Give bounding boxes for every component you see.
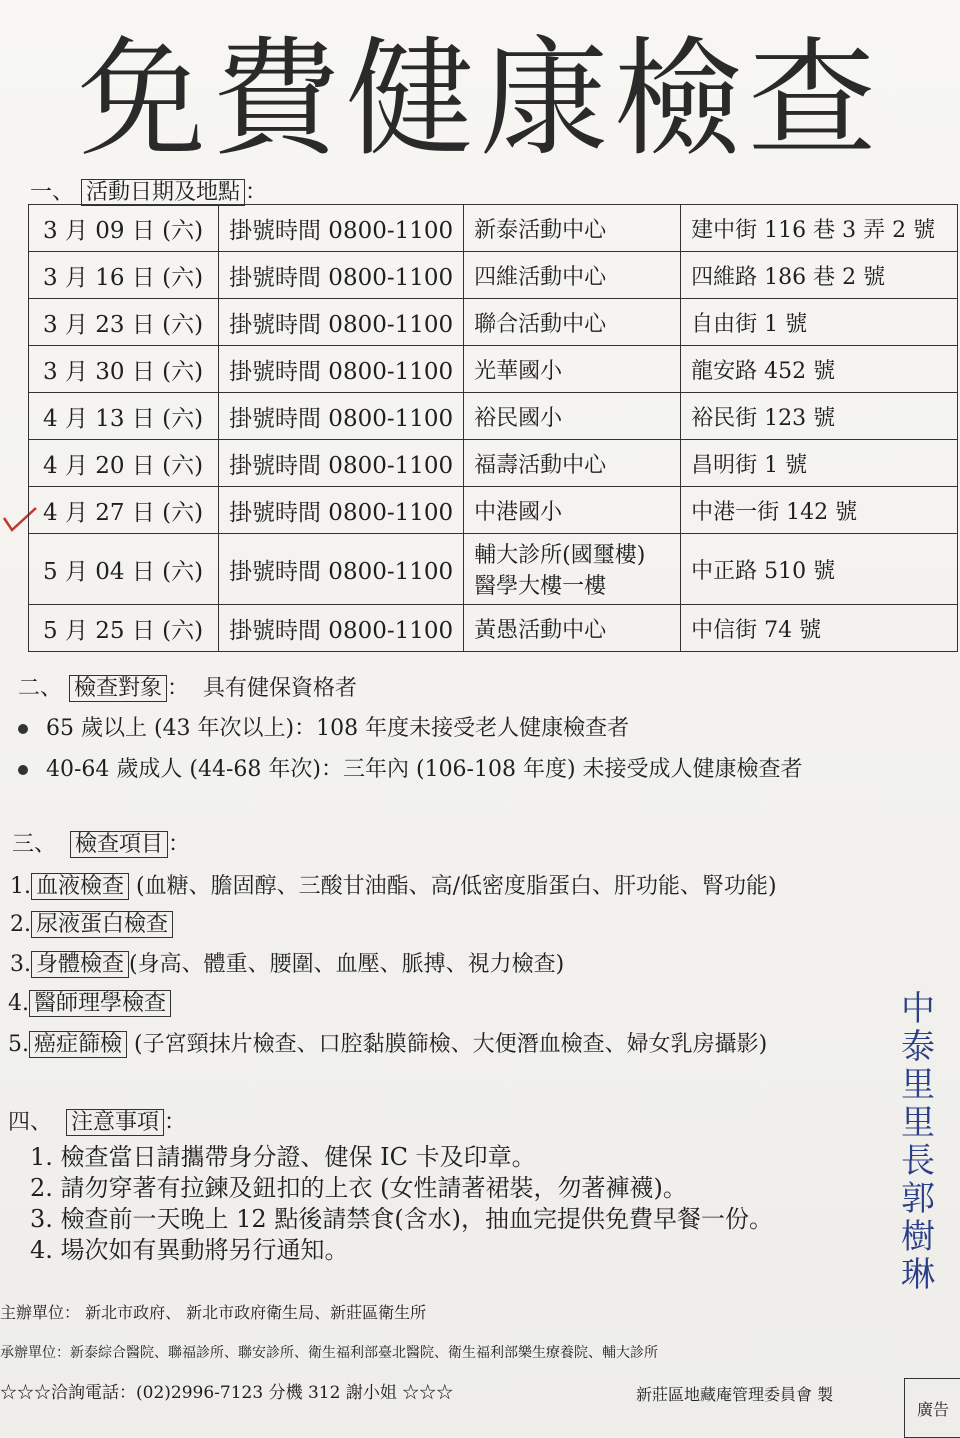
signature-char: 郭 [901,1179,935,1219]
schedule-address: 四維路 186 巷 2 號 [681,252,958,299]
section-label: 檢查項目 [70,831,168,858]
schedule-row [29,534,958,605]
item-detail: (血糖、膽固醇、三酸甘油酯、高/低密度脂蛋白、肝功能、腎功能) [129,874,777,899]
schedule-time: 掛號時間 0800-1100 [219,534,464,605]
schedule-date: 5 月 04 日 (六) [29,534,219,605]
schedule-row [29,299,958,346]
schedule-address: 中正路 510 號 [681,534,958,605]
place-line: 聯合活動中心 [474,311,607,337]
schedule-address: 龍安路 452 號 [681,346,958,393]
exam-item [10,910,173,940]
signature-char: 里 [901,1103,935,1143]
exam-item [10,950,564,980]
item-name: 血液檢查 [31,873,129,900]
schedule-place [464,393,681,440]
schedule-address: 裕民街 123 號 [681,393,958,440]
bullet-icon [18,724,28,734]
section-label: 活動日期及地點 [81,179,245,206]
schedule-place [464,534,681,605]
section-number: 四、 [8,1110,53,1135]
schedule-place [464,299,681,346]
note-item: 2. 請勿穿著有拉鍊及鈕扣的上衣 (女性請著裙裝，勿著褲襪)。 [30,1174,687,1202]
ad-label: 廣告 [904,1378,960,1438]
schedule-place [464,487,681,534]
section-number: 三、 [12,832,57,857]
item-name: 癌症篩檢 [29,1031,127,1058]
signature-char: 樹 [901,1217,935,1257]
schedule-table [28,204,958,652]
place-line: 輔大診所(國璽樓) [474,543,646,568]
bullet-text: 40-64 歲成人 (44-68 年次)：三年內 (106-108 年度) 未接受成人健康檢查者 [46,757,803,782]
section-label: 注意事項 [66,1109,164,1136]
schedule-row [29,393,958,440]
schedule-date: 3 月 30 日 (六) [29,346,219,393]
schedule-place [464,252,681,299]
signature-char: 泰 [901,1027,935,1067]
target-description: 具有健保資格者 [203,676,358,701]
item-name: 尿液蛋白檢查 [31,911,173,938]
item-detail: (子宮頸抹片檢查、口腔黏膜篩檢、大便潛血檢查、婦女乳房攝影) [127,1032,768,1057]
schedule-place [464,205,681,252]
schedule-address: 昌明街 1 號 [681,440,958,487]
schedule-row [29,346,958,393]
item-number: 4. [8,991,29,1016]
section-number: 一、 [30,180,75,205]
place-line: 福壽活動中心 [474,452,607,478]
section-colon: ： [167,676,190,701]
handwritten-signature [898,990,938,1294]
exam-item [8,1030,767,1060]
schedule-date: 3 月 16 日 (六) [29,252,219,299]
bullet-icon [18,765,28,775]
schedule-address: 建中街 116 巷 3 弄 2 號 [681,205,958,252]
place-line: 光華國小 [474,358,563,384]
schedule-address: 中信街 74 號 [681,605,958,652]
schedule-date: 5 月 25 日 (六) [29,605,219,652]
item-name: 身體檢查 [31,951,129,978]
item-detail: (身高、體重、腰圍、血壓、脈搏、視力檢查) [129,952,565,977]
schedule-address: 中港一街 142 號 [681,487,958,534]
schedule-time: 掛號時間 0800-1100 [219,346,464,393]
place-line: 四維活動中心 [474,264,607,290]
schedule-address: 自由街 1 號 [681,299,958,346]
schedule-time: 掛號時間 0800-1100 [219,393,464,440]
section-notes-heading [8,1108,186,1138]
schedule-row [29,440,958,487]
schedule-date: 4 月 27 日 (六) [29,487,219,534]
schedule-place [464,605,681,652]
item-number: 2. [10,912,31,937]
place-line: 醫學大樓一樓 [474,574,607,599]
bullet-text: 65 歲以上 (43 年次以上)：108 年度未接受老人健康檢查者 [46,716,630,741]
section-label: 檢查對象 [69,675,167,702]
bullet-item [18,714,629,744]
page-title: 免費健康檢查 [77,25,882,174]
item-name: 醫師理學檢查 [29,990,171,1017]
schedule-time: 掛號時間 0800-1100 [219,440,464,487]
section-colon: ： [168,832,191,857]
schedule-time: 掛號時間 0800-1100 [219,299,464,346]
note-item: 1. 檢查當日請攜帶身分證、健保 IC 卡及印章。 [30,1143,536,1171]
place-line: 中港國小 [474,499,563,525]
item-number: 5. [8,1032,29,1057]
note-item: 4. 場次如有異動將另行通知。 [30,1236,349,1264]
schedule-row [29,252,958,299]
signature-char: 里 [901,1065,935,1105]
signature-char: 琳 [901,1255,935,1295]
section-colon: ： [164,1110,187,1135]
note-item: 3. 檢查前一天晚上 12 點後請禁食(含水)，抽血完提供免費早餐一份。 [30,1205,774,1233]
schedule-row [29,605,958,652]
section-items-heading [12,830,190,860]
schedule-row [29,487,958,534]
maker-line: 新莊區地藏庵管理委員會 製 [636,1385,834,1404]
schedule-date: 3 月 09 日 (六) [29,205,219,252]
exam-item [10,872,777,902]
item-number: 3. [10,952,31,977]
schedule-time: 掛號時間 0800-1100 [219,205,464,252]
item-number: 1. [10,874,31,899]
schedule-time: 掛號時間 0800-1100 [219,487,464,534]
section-target-heading [18,674,357,704]
schedule-row [29,205,958,252]
bullet-item [18,755,803,785]
co-organizer-line: 承辦單位：新泰綜合醫院、聯福診所、聯安診所、衛生福利部臺北醫院、衛生福利部樂生療養院、輔大診所 [0,1345,658,1361]
organizer-line: 主辦單位： 新北市政府、 新北市政府衛生局、新莊區衛生所 [0,1303,427,1322]
schedule-place [464,346,681,393]
exam-item [8,989,171,1019]
schedule-place [464,440,681,487]
section-colon: ： [245,180,268,205]
signature-char: 中 [901,989,935,1029]
place-line: 黃愚活動中心 [474,617,607,643]
schedule-date: 4 月 20 日 (六) [29,440,219,487]
schedule-time: 掛號時間 0800-1100 [219,605,464,652]
contact-line: ☆☆☆洽詢電話：(02)2996-7123 分機 312 謝小姐 ☆☆☆ [0,1383,454,1403]
section-number: 二、 [18,676,63,701]
schedule-time: 掛號時間 0800-1100 [219,252,464,299]
place-line: 新泰活動中心 [474,217,607,243]
schedule-date: 4 月 13 日 (六) [29,393,219,440]
signature-char: 長 [901,1141,935,1181]
place-line: 裕民國小 [474,405,563,431]
schedule-date: 3 月 23 日 (六) [29,299,219,346]
